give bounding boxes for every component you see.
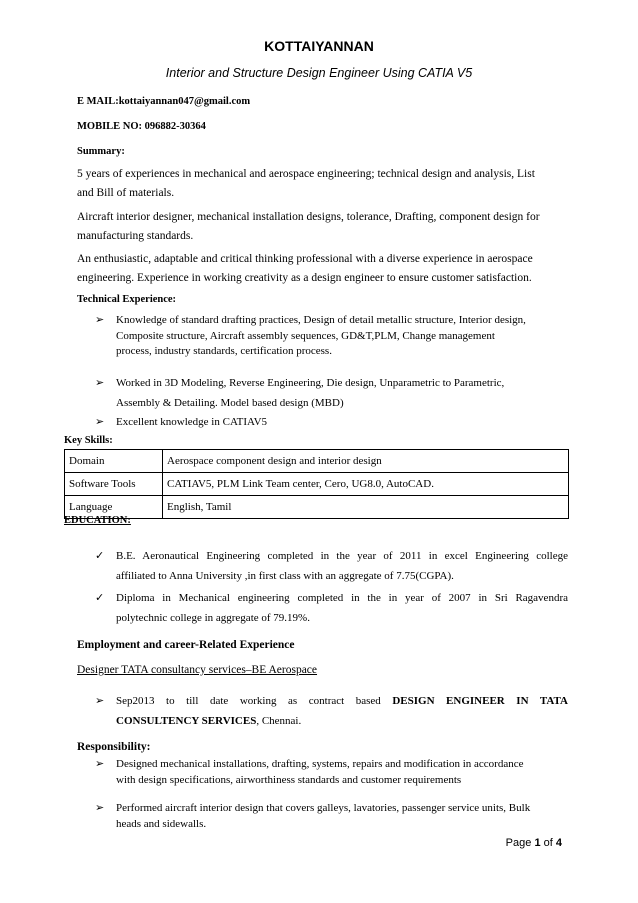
summary-paragraph-2 [77,208,569,245]
technical-b2-line-2: Assembly & Detailing. Model based design (MBD) [116,397,344,409]
email-line: E MAIL:kottaiyannan047@gmail.com [77,96,251,107]
employment-b1-line-1 [116,691,568,711]
arrow-bullet-icon: ➢ [95,314,105,326]
summary-p3-line-1: An enthusiastic, adaptable and critical thinking professional with a diverse experience in aerospace [77,253,533,265]
education-e2-line-2: polytechnic college in aggregate of 79.19%. [116,612,310,624]
table-row [65,450,569,473]
page-word: Page [505,837,532,849]
summary-p2-line-2: manufacturing standards. [77,229,194,242]
education-heading: EDUCATION: [64,515,131,526]
employment-text: Sep2013 to till date working as contract based [116,695,393,707]
employment-heading: Employment and career-Related Experience [77,639,295,651]
technical-b2-line-1: Worked in 3D Modeling, Reverse Engineering, Die design, Unparametric to Parametric, [116,377,505,389]
employer-line: Designer TATA consultancy services–BE Aerospace [77,664,318,676]
responsibility-r1-line-2: with design specifications, airworthiness standards and customer requirements [116,773,462,786]
employment-company-bold: CONSULTENCY SERVICES [116,715,257,727]
summary-p3-line-2: engineering. Experience in working creativity as a design engineer to ensure customer satisfaction. [77,271,532,284]
technical-b3-line-1: Excellent knowledge in CATIAV5 [116,416,268,428]
technical-b1-line-2: Composite structure, Aircraft assembly sequences, GD&T,PLM, Change management [116,329,495,342]
responsibility-r2-line-1: Performed aircraft interior design that covers galleys, lavatories, passenger service units, Bulk [116,802,531,814]
arrow-bullet-icon: ➢ [95,758,105,770]
job-title: Interior and Structure Design Engineer Using CATIA V5 [165,66,473,80]
arrow-bullet-icon: ➢ [95,377,105,389]
page-total: 4 [555,837,562,849]
of-word: of [543,837,553,849]
skills-value-domain: Aerospace component design and interior design [163,450,569,473]
summary-paragraph-1 [77,165,569,202]
skills-label-domain: Domain [65,450,163,473]
skills-label-language: Language [65,496,163,519]
check-icon: ✓ [95,550,105,562]
summary-p1-line-1: 5 years of experiences in mechanical and aerospace engineering; technical design and analysis, List [77,168,535,180]
table-row [65,473,569,496]
skills-table [64,449,569,519]
employment-b1-line-2 [116,711,568,731]
skills-value-language: English, Tamil [163,496,569,519]
skills-value-software: CATIAV5, PLM Link Team center, Cero, UG8.0, AutoCAD. [163,473,569,496]
candidate-name: KOTTAIYANNAN [264,38,374,54]
check-icon: ✓ [95,592,105,604]
technical-b1-line-1: Knowledge of standard drafting practices, Design of detail metallic structure, Interior design, [116,314,526,326]
page-current: 1 [534,837,541,849]
responsibility-r2-line-2: heads and sidewalls. [116,817,207,830]
summary-p2-line-1: Aircraft interior designer, mechanical installation designs, tolerance, Drafting, component design for [77,211,540,223]
summary-heading: Summary: [77,146,125,157]
page-number [470,837,562,849]
arrow-bullet-icon: ➢ [95,695,105,707]
employment-role-bold: DESIGN ENGINEER IN TATA [392,695,568,707]
education-e1-line-2: affiliated to Anna University ,in first class with an aggregate of 7.75(CGPA). [116,570,454,582]
mobile-line: MOBILE NO: 096882-30364 [77,121,206,132]
skills-heading: Key Skills: [64,435,113,446]
responsibility-heading: Responsibility: [77,741,151,753]
summary-paragraph-3 [77,250,569,287]
education-e1-line-1: B.E. Aeronautical Engineering completed in the year of 2011 in excel Engineering college [116,550,568,562]
education-e2-line-1: Diploma in Mechanical engineering completed in the in year of 2007 in Sri Ragavendra [116,592,568,604]
arrow-bullet-icon: ➢ [95,802,105,814]
technical-b1-line-3: process, industry standards, certification process. [116,345,332,357]
table-row [65,496,569,519]
skills-label-software: Software Tools [65,473,163,496]
technical-heading: Technical Experience: [77,294,177,305]
arrow-bullet-icon: ➢ [95,416,105,428]
employment-location: , Chennai. [256,715,302,727]
responsibility-r1-line-1: Designed mechanical installations, drafting, systems, repairs and modification in accordance [116,758,524,770]
summary-p1-line-2: and Bill of materials. [77,186,175,199]
